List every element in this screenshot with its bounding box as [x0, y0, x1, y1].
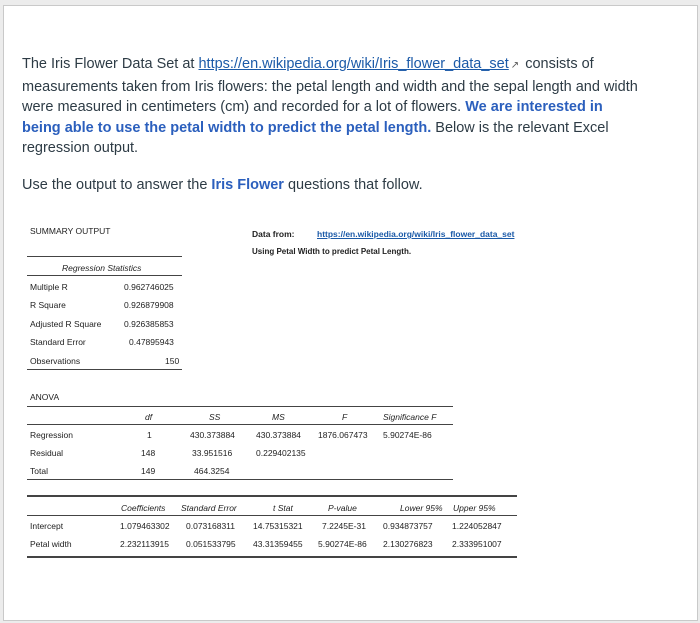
- anova-top-rule: [27, 406, 453, 407]
- external-link-icon[interactable]: ↗: [510, 60, 520, 71]
- anova-cell: 0.229402135: [256, 448, 306, 458]
- coef-row-label: Intercept: [30, 521, 64, 531]
- coef-header: t Stat: [273, 503, 293, 513]
- anova-cell: 5.90274E-86: [383, 430, 432, 440]
- coef-cell: 14.75315321: [253, 521, 303, 531]
- stat-value: 0.47895943: [129, 337, 174, 347]
- data-from-link[interactable]: https://en.wikipedia.org/wiki/Iris_flower_data_set: [317, 229, 515, 239]
- stat-value: 0.962746025: [124, 282, 174, 292]
- iris-dataset-link[interactable]: https://en.wikipedia.org/wiki/Iris_flower_data_set: [198, 56, 509, 72]
- coef-row-label: Petal width: [30, 539, 72, 549]
- anova-cell: 430.373884: [256, 430, 301, 440]
- anova-cell: 430.373884: [190, 430, 235, 440]
- stat-value: 150: [165, 356, 180, 366]
- coef-header: Lower 95%: [400, 503, 443, 513]
- stat-value: 0.926385853: [124, 319, 174, 329]
- coef-cell: 0.073168311: [186, 521, 236, 531]
- iris-flower-highlight: Iris Flower: [211, 176, 284, 193]
- stat-label: Multiple R: [30, 282, 68, 292]
- coef-cell: 0.934873757: [383, 521, 433, 531]
- coef-cell: 2.333951007: [452, 539, 502, 549]
- coef-header: Coefficients: [121, 503, 166, 513]
- coef-cell: 7.2245E-31: [322, 521, 366, 531]
- anova-title: ANOVA: [30, 392, 60, 402]
- anova-header: F: [342, 412, 348, 422]
- anova-cell: 1876.067473: [318, 430, 368, 440]
- anova-bottom-rule: [27, 479, 453, 480]
- stats-header-rule: [27, 275, 182, 276]
- regression-stats-header: Regression Statistics: [62, 263, 142, 273]
- intro-text-b: consists of measurements taken from Iris flowers: the petal length and width and the sepal length and width were measured in centimeters (cm) and recorded for a lot of flowers.: [22, 56, 638, 115]
- coef-cell: 1.224052847: [452, 521, 502, 531]
- stats-top-rule: [27, 256, 182, 257]
- coef-cell: 5.90274E-86: [318, 539, 367, 549]
- summary-output-title: SUMMARY OUTPUT: [30, 226, 111, 236]
- coef-bottom-rule: [27, 556, 517, 558]
- intro-text-d: Use the output to answer the: [22, 176, 212, 193]
- anova-header: df: [145, 412, 153, 422]
- coef-cell: 0.051533795: [186, 539, 236, 549]
- coef-top-rule: [27, 495, 517, 497]
- stat-label: Standard Error: [30, 337, 86, 347]
- stat-value: 0.926879908: [124, 300, 174, 310]
- excel-output-image: [21, 205, 686, 610]
- stats-bottom-rule: [27, 369, 182, 370]
- anova-row-label: Regression: [30, 430, 73, 440]
- intro-text: [22, 54, 642, 211]
- intro-text-e: questions that follow.: [283, 176, 423, 193]
- using-note: Using Petal Width to predict Petal Length.: [252, 247, 412, 256]
- anova-cell: 148: [141, 448, 156, 458]
- anova-header-rule: [27, 424, 453, 425]
- coef-cell: 2.232113915: [120, 539, 170, 549]
- anova-row-label: Residual: [30, 448, 64, 458]
- intro-paragraph-2: [22, 175, 642, 196]
- anova-header: MS: [272, 412, 285, 422]
- anova-cell: 149: [141, 466, 156, 476]
- stat-label: R Square: [30, 300, 66, 310]
- anova-header: Significance F: [383, 412, 437, 422]
- anova-cell: 464.3254: [194, 466, 230, 476]
- coef-header-rule: [27, 515, 517, 516]
- coef-cell: 1.079463302: [120, 521, 170, 531]
- coef-cell: 43.31359455: [253, 539, 303, 549]
- data-from-label: Data from:: [252, 229, 295, 239]
- anova-row-label: Total: [30, 466, 48, 476]
- stat-label: Adjusted R Square: [30, 319, 102, 329]
- coef-header: Standard Error: [181, 503, 237, 513]
- anova-cell: 33.951516: [192, 448, 233, 458]
- stat-label: Observations: [30, 356, 81, 366]
- intro-text-a: The Iris Flower Data Set at: [22, 56, 199, 72]
- coef-header: Upper 95%: [453, 503, 496, 513]
- coef-header: P-value: [328, 503, 357, 513]
- coef-cell: 2.130276823: [383, 539, 433, 549]
- intro-text-c: Below is the relevant Excel regression output.: [22, 119, 609, 156]
- anova-header: SS: [209, 412, 221, 422]
- intro-highlight: We are interested in being able to use the petal width to predict the petal length.: [22, 99, 603, 136]
- anova-cell: 1: [147, 430, 152, 440]
- intro-paragraph-1: [22, 54, 642, 159]
